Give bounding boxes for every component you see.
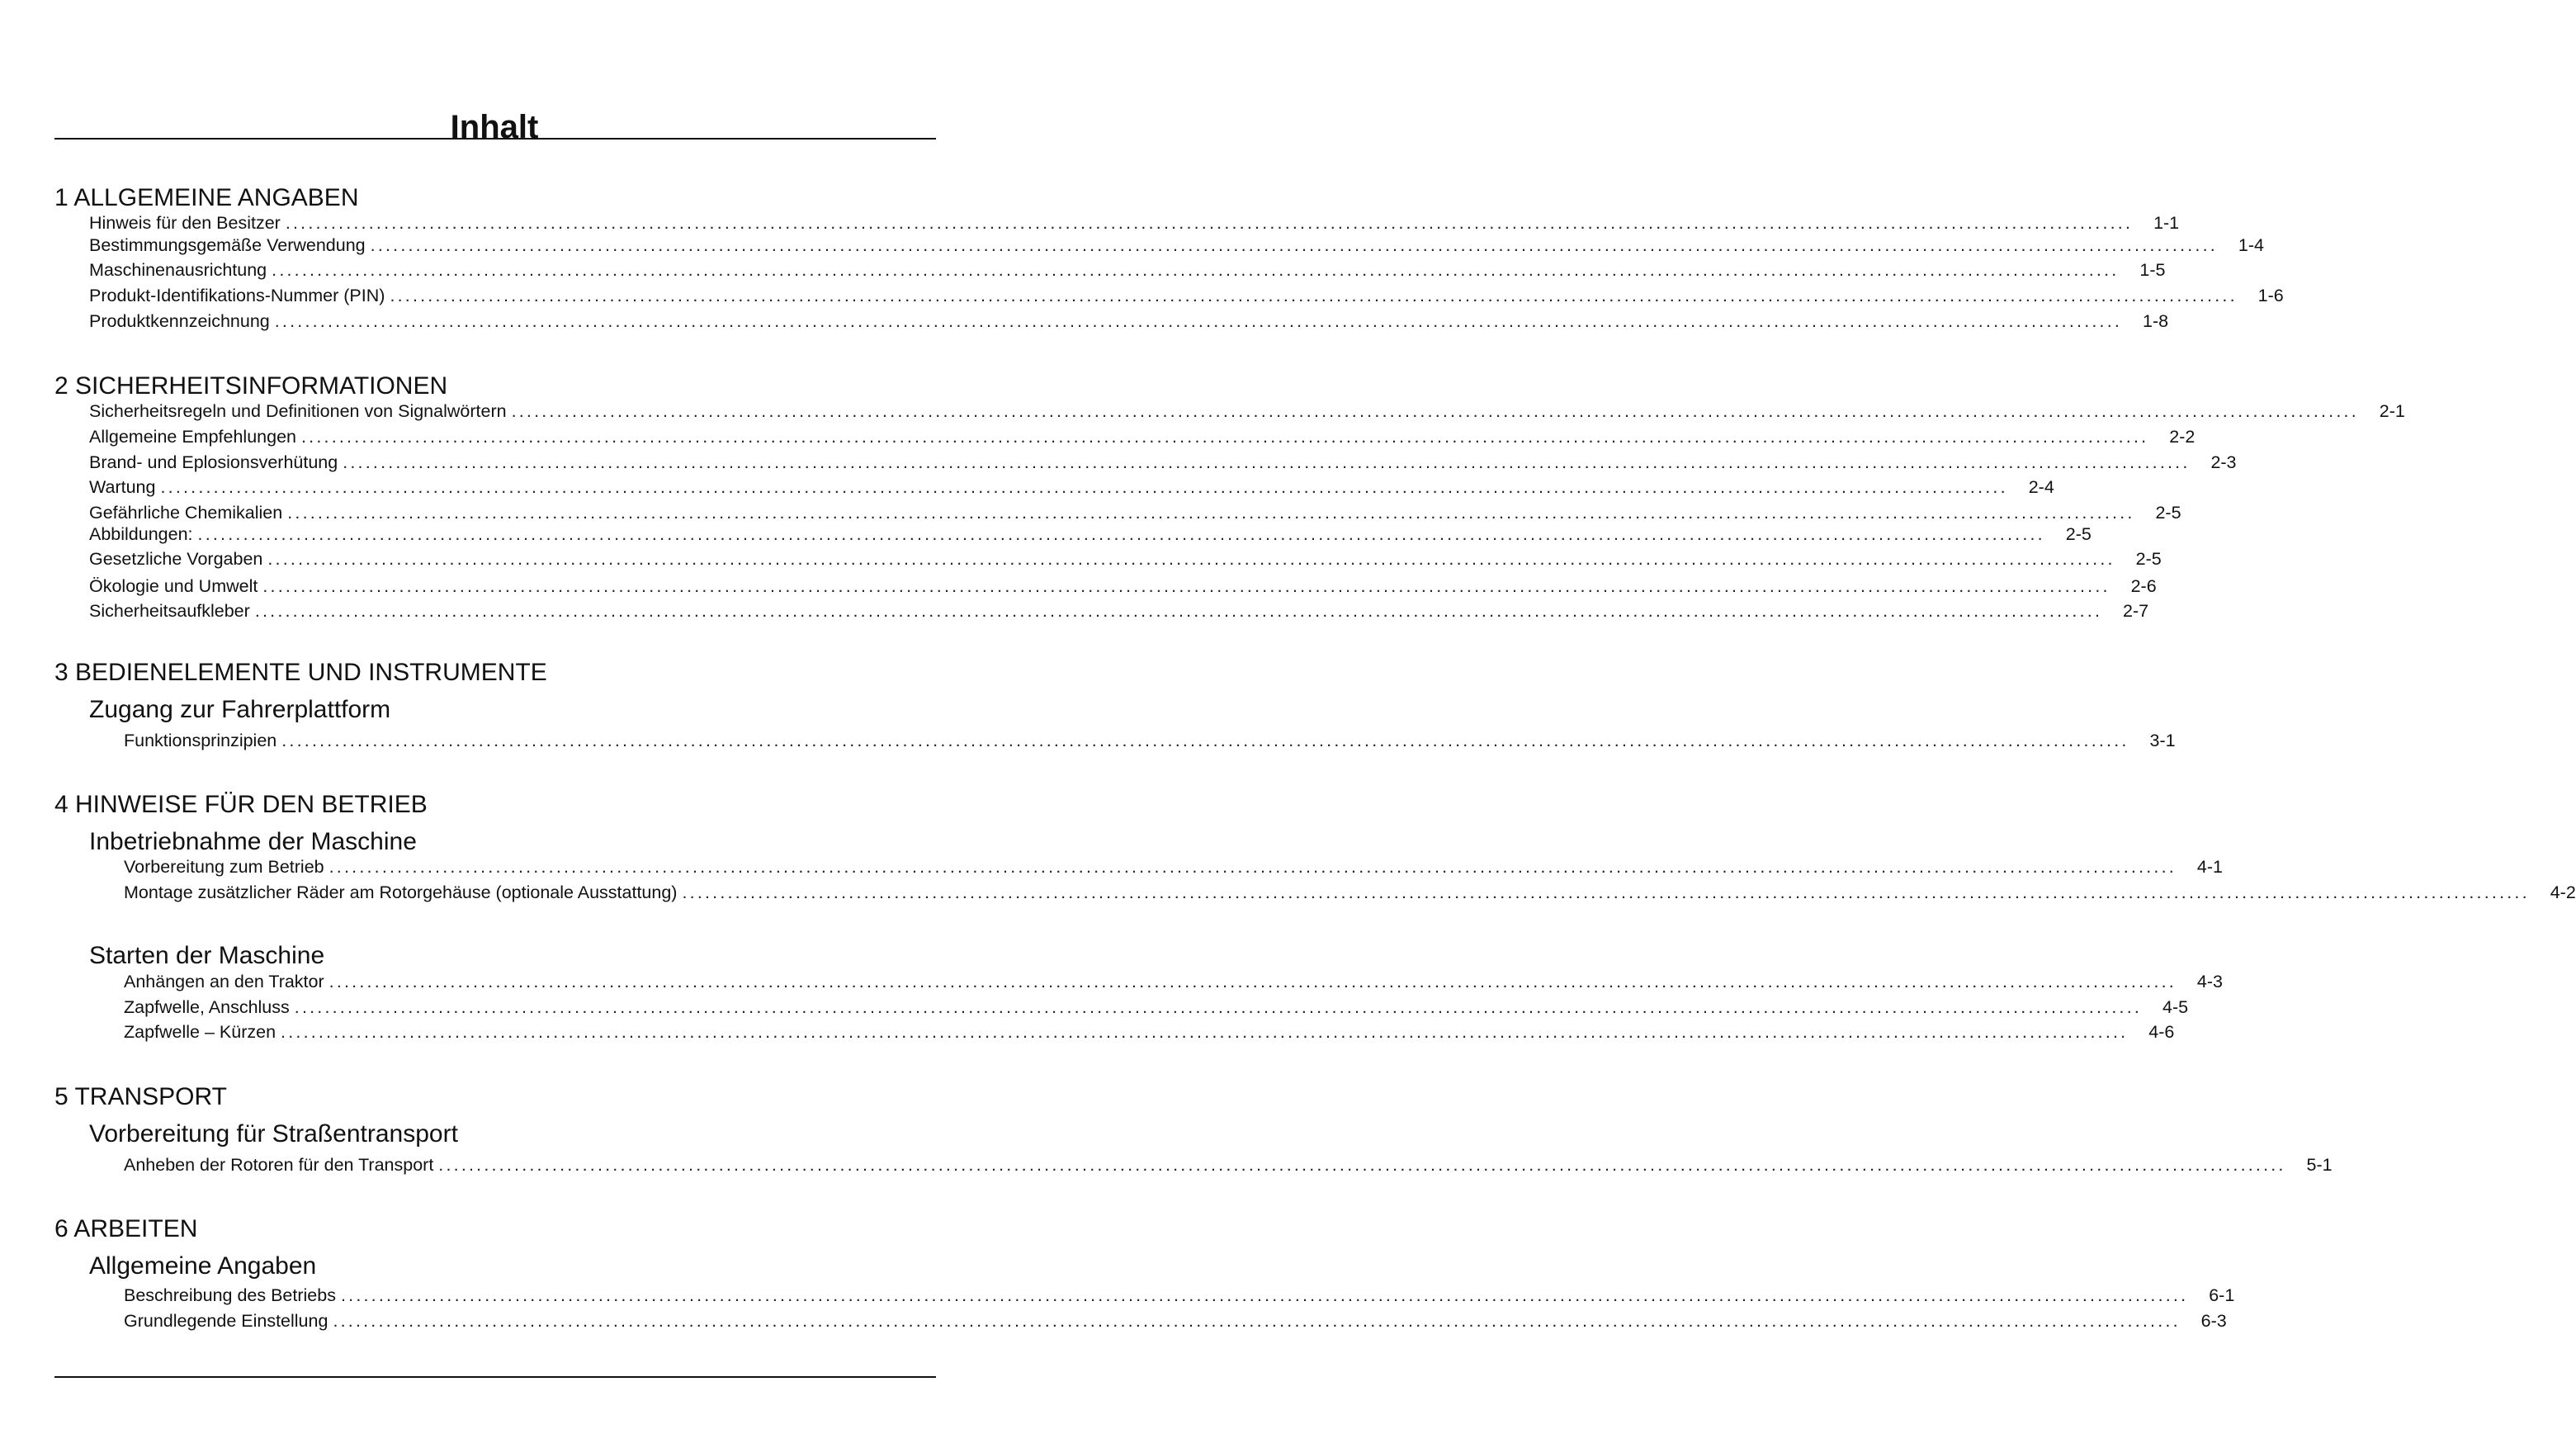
toc-entry[interactable]	[89, 234, 2264, 256]
dot-leader: ....................................................................................................................................................................................................................................................	[254, 601, 2103, 621]
dot-leader: ....................................................................................................................................................................................................................................................	[340, 1285, 2189, 1305]
toc-entry-page: 1-1	[2153, 213, 2180, 233]
dot-leader: ....................................................................................................................................................................................................................................................	[197, 524, 2045, 544]
top-divider	[54, 138, 936, 140]
toc-entry[interactable]	[124, 971, 2223, 992]
dot-leader: ....................................................................................................................................................................................................................................................	[328, 972, 2177, 991]
toc-entry-label: Produktkennzeichnung	[89, 311, 270, 331]
dot-leader: ....................................................................................................................................................................................................................................................	[511, 401, 2359, 421]
dot-leader: ....................................................................................................................................................................................................................................................	[294, 997, 2143, 1017]
toc-entry-label: Funktionsprinzipien	[124, 731, 277, 750]
toc-entry-page: 2-2	[2169, 427, 2196, 447]
chapter-5-heading[interactable]: 5 TRANSPORT	[54, 1083, 227, 1110]
toc-entry-page: 4-2	[2550, 883, 2576, 902]
dot-leader: ....................................................................................................................................................................................................................................................	[390, 286, 2238, 305]
toc-entry-label: Hinweis für den Besitzer	[89, 213, 281, 233]
chapter-1-heading[interactable]: 1 ALLGEMEINE ANGABEN	[54, 184, 359, 211]
toc-entry-page: 2-7	[2123, 601, 2149, 621]
toc-entry[interactable]	[124, 1154, 2333, 1176]
toc-entry-page: 1-4	[2238, 235, 2264, 255]
page-title: Inhalt	[450, 108, 539, 145]
bottom-divider	[54, 1376, 936, 1378]
toc-entry[interactable]	[89, 285, 2284, 306]
toc-entry-label: Anheben der Rotoren für den Transport	[124, 1155, 434, 1175]
dot-leader: ....................................................................................................................................................................................................................................................	[281, 1022, 2129, 1042]
toc-entry[interactable]	[124, 1285, 2235, 1306]
toc-entry-label: Ökologie und Umwelt	[89, 576, 258, 596]
toc-entry-label: Wartung	[89, 477, 156, 497]
toc-entry-label: Brand- und Eplosionsverhütung	[89, 452, 338, 472]
section-heading[interactable]: Zugang zur Fahrerplattform	[89, 696, 391, 723]
dot-leader: ....................................................................................................................................................................................................................................................	[370, 235, 2218, 255]
dot-leader: ....................................................................................................................................................................................................................................................	[267, 549, 2115, 569]
toc-entry-page: 6-1	[2209, 1285, 2235, 1305]
toc-entry-label: Zapfwelle, Anschluss	[124, 997, 290, 1017]
toc-entry[interactable]	[89, 548, 2162, 570]
chapter-3-heading[interactable]: 3 BEDIENELEMENTE UND INSTRUMENTE	[54, 659, 547, 686]
dot-leader: ....................................................................................................................................................................................................................................................	[438, 1155, 2286, 1175]
toc-entry-label: Maschinenausrichtung	[89, 260, 267, 280]
toc-entry-label: Produkt-Identifikations-Nummer (PIN)	[89, 286, 385, 305]
toc-entry[interactable]	[124, 730, 2176, 751]
chapter-4-heading[interactable]: 4 HINWEISE FÜR DEN BETRIEB	[54, 791, 428, 818]
toc-entry[interactable]	[89, 452, 2237, 473]
dot-leader: ....................................................................................................................................................................................................................................................	[160, 477, 2008, 497]
dot-leader: ....................................................................................................................................................................................................................................................	[343, 452, 2191, 472]
toc-entry[interactable]	[89, 600, 2149, 622]
toc-entry-label: Anhängen an den Traktor	[124, 972, 324, 991]
toc-entry[interactable]	[124, 882, 2576, 903]
toc-entry-page: 1-5	[2139, 260, 2166, 280]
toc-entry-label: Vorbereitung zum Betrieb	[124, 857, 324, 877]
dot-leader: ....................................................................................................................................................................................................................................................	[287, 503, 2135, 523]
toc-entry[interactable]	[89, 575, 2157, 597]
toc-entry[interactable]	[89, 426, 2196, 447]
toc-entry-page: 3-1	[2149, 731, 2176, 750]
toc-entry-page: 4-3	[2196, 972, 2223, 991]
toc-entry[interactable]	[124, 1021, 2175, 1043]
toc-entry-page: 1-8	[2142, 311, 2169, 331]
section-heading[interactable]: Allgemeine Angaben	[89, 1252, 317, 1280]
toc-entry-page: 2-1	[2379, 401, 2405, 421]
toc-entry-label: Gefährliche Chemikalien	[89, 503, 283, 523]
toc-entry-label: Gesetzliche Vorgaben	[89, 549, 263, 569]
toc-entry-label: Sicherheitsaufkleber	[89, 601, 250, 621]
toc-entry-label: Grundlegende Einstellung	[124, 1311, 328, 1331]
toc-entry[interactable]	[124, 1310, 2227, 1332]
toc-entry-page: 6-3	[2200, 1311, 2227, 1331]
dot-leader: ....................................................................................................................................................................................................................................................	[274, 311, 2123, 331]
toc-entry-label: Abbildungen:	[89, 524, 193, 544]
dot-leader: ....................................................................................................................................................................................................................................................	[301, 427, 2149, 447]
toc-entry[interactable]	[89, 476, 2054, 498]
dot-leader: ....................................................................................................................................................................................................................................................	[285, 213, 2134, 233]
toc-entry-label: Allgemeine Empfehlungen	[89, 427, 296, 447]
section-heading[interactable]: Vorbereitung für Straßentransport	[89, 1120, 458, 1148]
dot-leader: ....................................................................................................................................................................................................................................................	[262, 576, 2110, 596]
toc-entry-label: Bestimmungsgemäße Verwendung	[89, 235, 366, 255]
toc-entry-page: 4-6	[2148, 1022, 2175, 1042]
dot-leader: ....................................................................................................................................................................................................................................................	[328, 857, 2177, 877]
section-heading[interactable]: Inbetriebnahme der Maschine	[89, 828, 417, 855]
section-heading[interactable]: Starten der Maschine	[89, 942, 325, 969]
toc-entry[interactable]	[89, 502, 2181, 523]
toc-entry-page: 4-1	[2196, 857, 2223, 877]
toc-entry[interactable]	[89, 310, 2169, 332]
toc-entry[interactable]	[89, 212, 2180, 234]
toc-entry-page: 2-3	[2210, 452, 2237, 472]
dot-leader: ....................................................................................................................................................................................................................................................	[281, 731, 2129, 750]
toc-entry[interactable]	[89, 259, 2166, 281]
dot-leader: ....................................................................................................................................................................................................................................................	[272, 260, 2120, 280]
toc-entry-label: Beschreibung des Betriebs	[124, 1285, 336, 1305]
chapter-2-heading[interactable]: 2 SICHERHEITSINFORMATIONEN	[54, 372, 448, 400]
toc-entry-label: Zapfwelle – Kürzen	[124, 1022, 277, 1042]
chapter-6-heading[interactable]: 6 ARBEITEN	[54, 1215, 198, 1242]
toc-entry[interactable]	[89, 400, 2405, 422]
dot-leader: ....................................................................................................................................................................................................................................................	[333, 1311, 2181, 1331]
toc-entry-page: 2-4	[2028, 477, 2054, 497]
toc-entry[interactable]	[89, 523, 2092, 545]
dot-leader: ....................................................................................................................................................................................................................................................	[682, 883, 2530, 902]
toc-entry-label: Montage zusätzlicher Räder am Rotorgehäuse (optionale Ausstattung)	[124, 883, 678, 902]
toc-entry-page: 2-5	[2135, 549, 2162, 569]
toc-entry-page: 2-6	[2130, 576, 2157, 596]
toc-entry-page: 2-5	[2065, 524, 2092, 544]
toc-entry[interactable]	[124, 856, 2223, 878]
toc-entry-page: 4-5	[2162, 997, 2189, 1017]
toc-entry-page: 1-6	[2257, 286, 2284, 305]
toc-entry[interactable]	[124, 996, 2189, 1018]
toc-entry-page: 2-5	[2155, 503, 2181, 523]
toc-entry-page: 5-1	[2306, 1155, 2333, 1175]
toc-entry-label: Sicherheitsregeln und Definitionen von Signalwörtern	[89, 401, 507, 421]
